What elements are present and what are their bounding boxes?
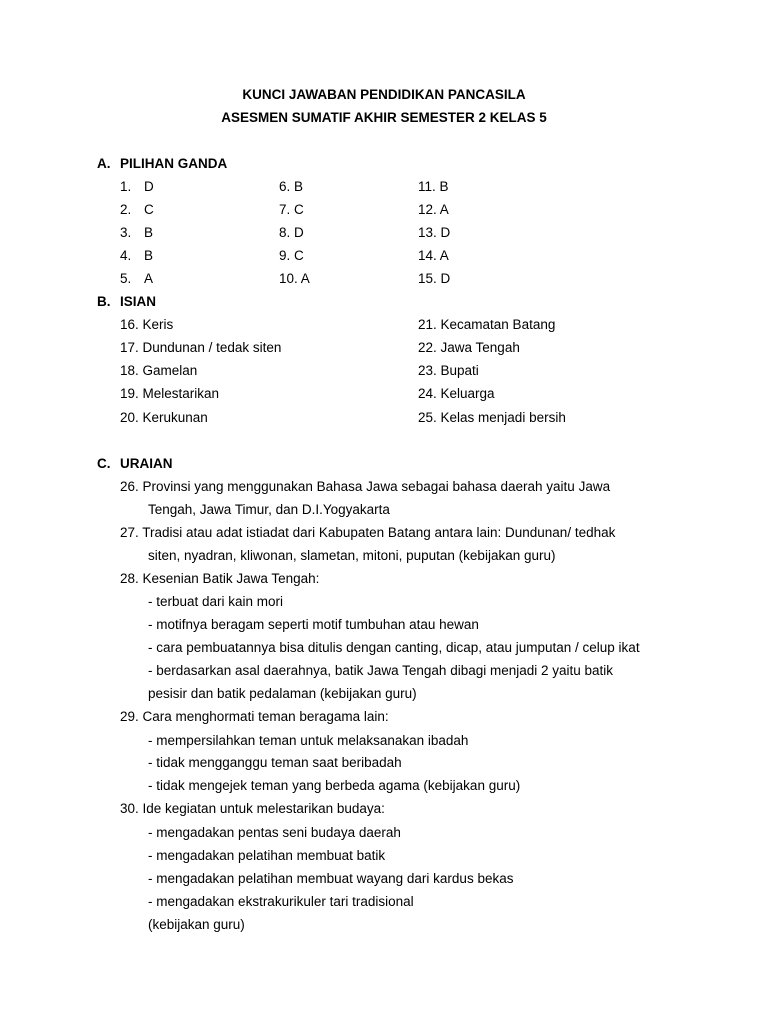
section-c-heading: URAIAN xyxy=(120,456,173,471)
essay-line: - terbuat dari kain mori xyxy=(148,594,284,609)
essay-line: - motifnya beragam seperti motif tumbuhan atau hewan xyxy=(148,617,479,632)
fill-item: 19. Melestarikan xyxy=(120,386,220,401)
essay-line: - mempersilahkan teman untuk melaksanakan ibadah xyxy=(148,733,469,748)
document-title: KUNCI JAWABAN PENDIDIKAN PANCASILA xyxy=(242,87,526,102)
mc-answer: C xyxy=(144,202,154,217)
essay-line: - tidak mengganggu teman saat beribadah xyxy=(148,755,402,770)
essay-line: - berdasarkan asal daerahnya, batik Jawa Tengah dibagi menjadi 2 yaitu batik xyxy=(148,663,614,678)
essay-line: 29. Cara menghormati teman beragama lain: xyxy=(120,709,389,724)
mc-answer: B xyxy=(144,225,154,240)
mc-number: 1. xyxy=(120,179,132,194)
essay-line: 27. Tradisi atau adat istiadat dari Kabupaten Batang antara lain: Dundunan/ tedhak xyxy=(120,525,616,540)
essay-line: 26. Provinsi yang menggunakan Bahasa Jawa sebagai bahasa daerah yaitu Jawa xyxy=(120,479,611,494)
essay-line: - tidak mengejek teman yang berbeda agama (kebijakan guru) xyxy=(148,778,521,793)
essay-line: Tengah, Jawa Timur, dan D.I.Yogyakarta xyxy=(148,502,390,517)
section-c-letter: C. xyxy=(97,456,111,471)
mc-item: 10. A xyxy=(279,271,310,286)
fill-item: 24. Keluarga xyxy=(418,386,495,401)
essay-line: (kebijakan guru) xyxy=(148,917,245,932)
section-a-heading: PILIHAN GANDA xyxy=(120,156,228,171)
mc-item: 13. D xyxy=(418,225,451,240)
fill-item: 22. Jawa Tengah xyxy=(418,340,520,355)
essay-line: pesisir dan batik pedalaman (kebijakan guru) xyxy=(148,686,417,701)
document-subtitle: ASESMEN SUMATIF AKHIR SEMESTER 2 KELAS 5 xyxy=(221,110,547,125)
mc-item: 6. B xyxy=(279,179,304,194)
section-b-heading: ISIAN xyxy=(120,294,157,309)
fill-item: 21. Kecamatan Batang xyxy=(418,317,556,332)
mc-item: 12. A xyxy=(418,202,449,217)
mc-item: 14. A xyxy=(418,248,449,263)
mc-number: 4. xyxy=(120,248,132,263)
essay-line: - mengadakan pelatihan membuat wayang dari kardus bekas xyxy=(148,871,514,886)
mc-number: 2. xyxy=(120,202,132,217)
fill-item: 20. Kerukunan xyxy=(120,410,208,425)
fill-item: 18. Gamelan xyxy=(120,363,198,378)
essay-line: siten, nyadran, kliwonan, slametan, mitoni, puputan (kebijakan guru) xyxy=(148,548,556,563)
fill-item: 23. Bupati xyxy=(418,363,479,378)
mc-answer: A xyxy=(144,271,154,286)
mc-item: 8. D xyxy=(279,225,304,240)
mc-item: 15. D xyxy=(418,271,451,286)
mc-item: 11. B xyxy=(418,179,449,194)
essay-line: - mengadakan pentas seni budaya daerah xyxy=(148,825,401,840)
essay-line: - mengadakan pelatihan membuat batik xyxy=(148,848,386,863)
essay-line: - cara pembuatannya bisa ditulis dengan canting, dicap, atau jumputan / celup ikat xyxy=(148,640,640,655)
mc-item: 7. C xyxy=(279,202,304,217)
section-a-letter: A. xyxy=(97,156,111,171)
essay-line: 30. Ide kegiatan untuk melestarikan budaya: xyxy=(120,801,385,816)
fill-item: 17. Dundunan / tedak siten xyxy=(120,340,282,355)
essay-line: 28. Kesenian Batik Jawa Tengah: xyxy=(120,571,320,586)
mc-item: 9. C xyxy=(279,248,304,263)
mc-number: 5. xyxy=(120,271,132,286)
section-b-letter: B. xyxy=(97,294,111,309)
essay-line: - mengadakan ekstrakurikuler tari tradisional xyxy=(148,894,414,909)
mc-answer: D xyxy=(144,179,154,194)
fill-item: 25. Kelas menjadi bersih xyxy=(418,410,566,425)
mc-number: 3. xyxy=(120,225,132,240)
fill-item: 16. Keris xyxy=(120,317,174,332)
mc-answer: B xyxy=(144,248,154,263)
